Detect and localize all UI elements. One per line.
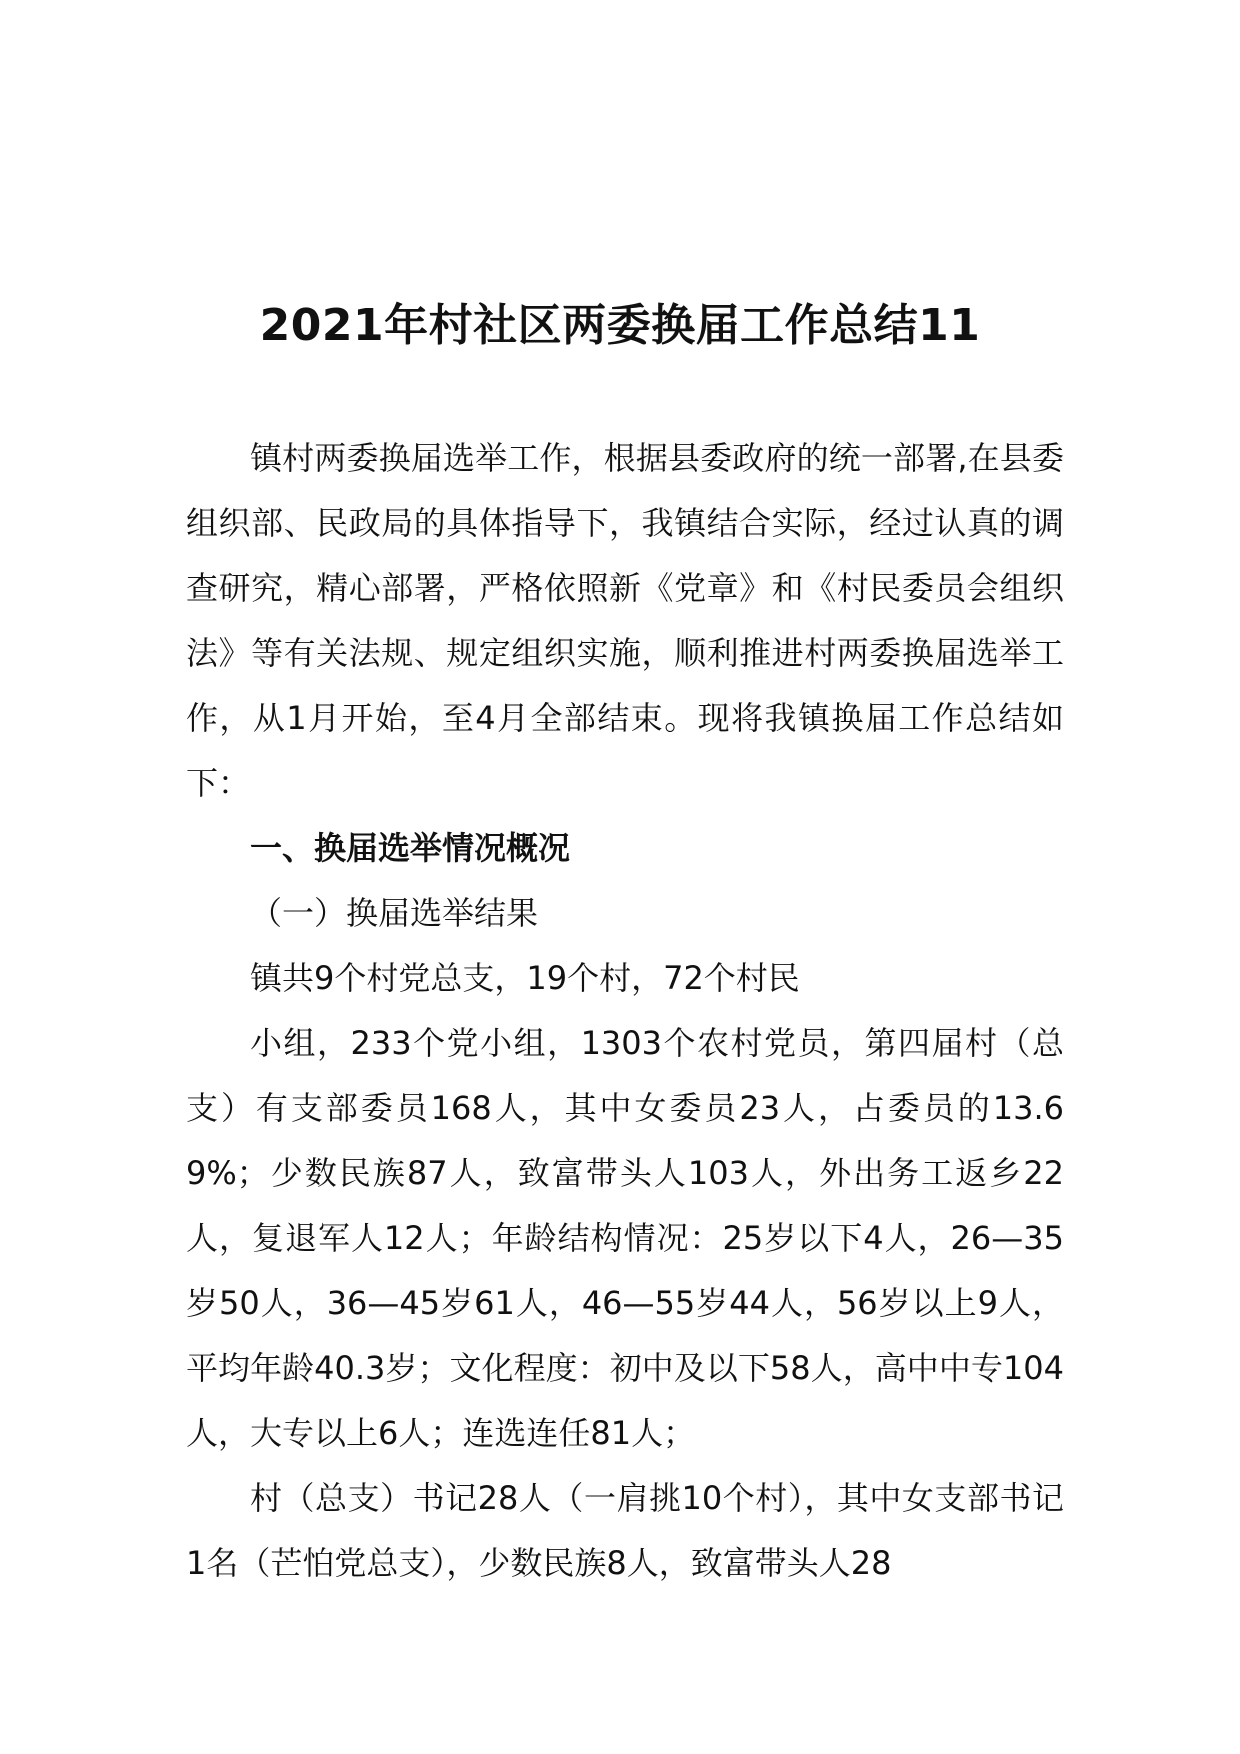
paragraph-secretary-stats: 村（总支）书记28人（一肩挑10个村），其中女支部书记1名（芒怕党总支），少数民族8人，致富带头人28 [186,1479,1064,1582]
paragraph-village-count: 镇共9个村党总支，19个村，72个村民 [250,959,800,997]
section-heading-1: 一、换届选举情况概况 [250,829,571,867]
document-title: 2021年村社区两委换届工作总结11 [259,300,981,351]
intro-paragraph: 镇村两委换届选举工作，根据县委政府的统一部署,在县委组织部、民政局的具体指导下，我镇结合实际，经过认真的调查研究，精心部署，严格依照新《党章》和《村民委员会组织法》等有关法规、规定组织实施，顺利推进村两委换届选举工作，从1月开始，至4月全部结束。现将我镇换届工作总结如下： [186,439,1064,802]
document-body [186,426,1064,1596]
subsection-heading-1: （一）换届选举结果 [250,894,539,932]
paragraph-committee-stats: 小组，233个党小组，1303个农村党员，第四届村（总支）有支部委员168人，其中女委员23人，占委员的13.69%；少数民族87人，致富带头人103人，外出务工返乡22人，复退军人12人；年龄结构情况：25岁以下4人，26—35岁50人，36—45岁61人，46—55岁44人，56岁以上9人，平均年龄40.3岁；文化程度：初中及以下58人，高中中专104人，大专以上6人；连选连任81人； [186,1024,1064,1452]
